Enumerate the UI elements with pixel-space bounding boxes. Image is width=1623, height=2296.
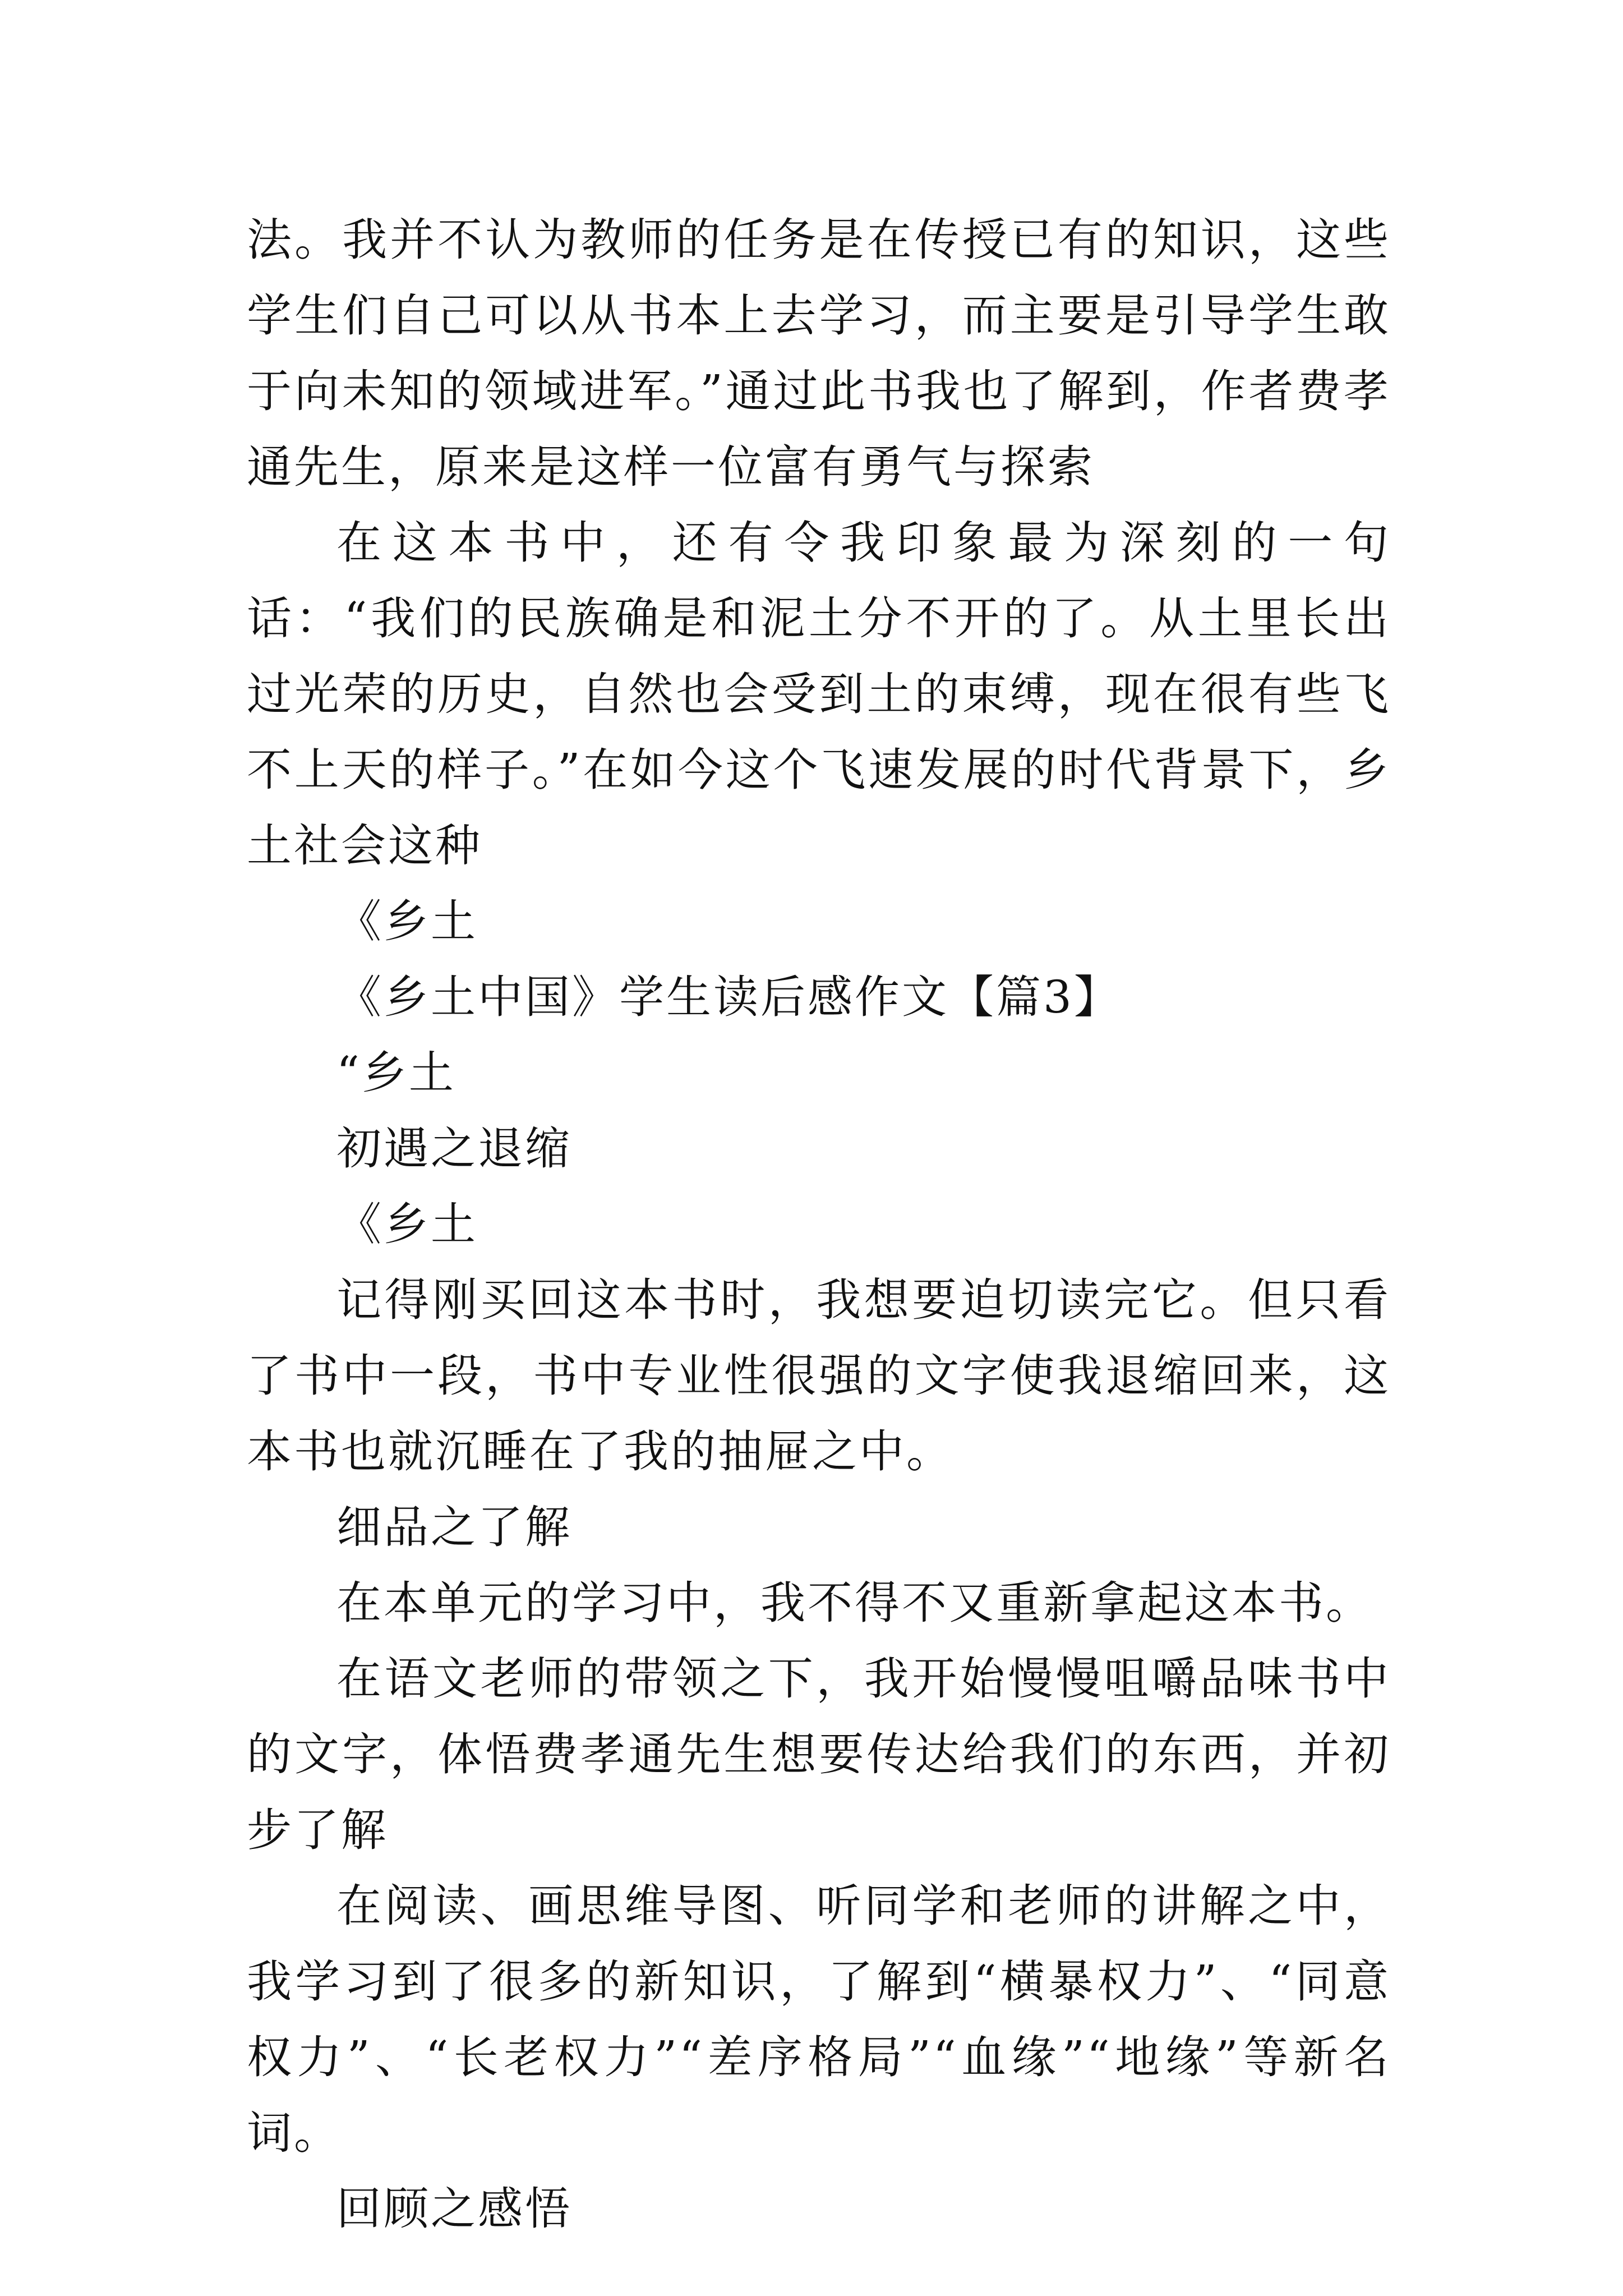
paragraph: 《乡土 (336, 1198, 478, 1250)
subheading: 细品之了解 (336, 1501, 572, 1553)
paragraph: 在本单元的学习中，我不得不又重新拿起这本书。 (336, 1577, 1373, 1629)
paragraph: 在阅读、画思维导图、听同学和老师的讲解之中，我学习到了很多的新知识，了解到“横暴权力”、“同意权力”、“长老权力”“差序格局”“血缘”“地缘”等新名词。 (247, 1880, 1391, 2159)
subheading: 初遇之退缩 (336, 1122, 572, 1175)
paragraph: 在语文老师的带领之下，我开始慢慢咀嚼品味书中的文字，体悟费孝通先生想要传达给我们的东西，并初步了解 (247, 1653, 1391, 1856)
paragraph: 法。我并不认为教师的任务是在传授已有的知识，这些学生们自己可以从书本上去学习，而主要是引导学生敢于向未知的领域进军。”通过此书我也了解到，作者费孝通先生，原来是这样一位富有勇气与探索 (247, 214, 1391, 493)
section-heading: 《乡土中国》学生读后感作文【篇3】 (336, 971, 1121, 1023)
paragraph: “乡土 (336, 1047, 456, 1099)
subheading: 回顾之感悟 (336, 2183, 572, 2235)
paragraph: 在这本书中，还有令我印象最为深刻的一句话：“我们的民族确是和泥土分不开的了。从土里长出过光荣的历史，自然也会受到土的束缚，现在很有些飞不上天的样子。”在如今这个飞速发展的时代背景下，乡土社会这种 (247, 517, 1391, 872)
paragraph: 记得刚买回这本书时，我想要迫切读完它。但只看了书中一段，书中专业性很强的文字使我退缩回来，这本书也就沉睡在了我的抽屉之中。 (247, 1274, 1391, 1478)
document-body (247, 202, 1391, 2247)
paragraph: 《乡土 (336, 895, 478, 947)
